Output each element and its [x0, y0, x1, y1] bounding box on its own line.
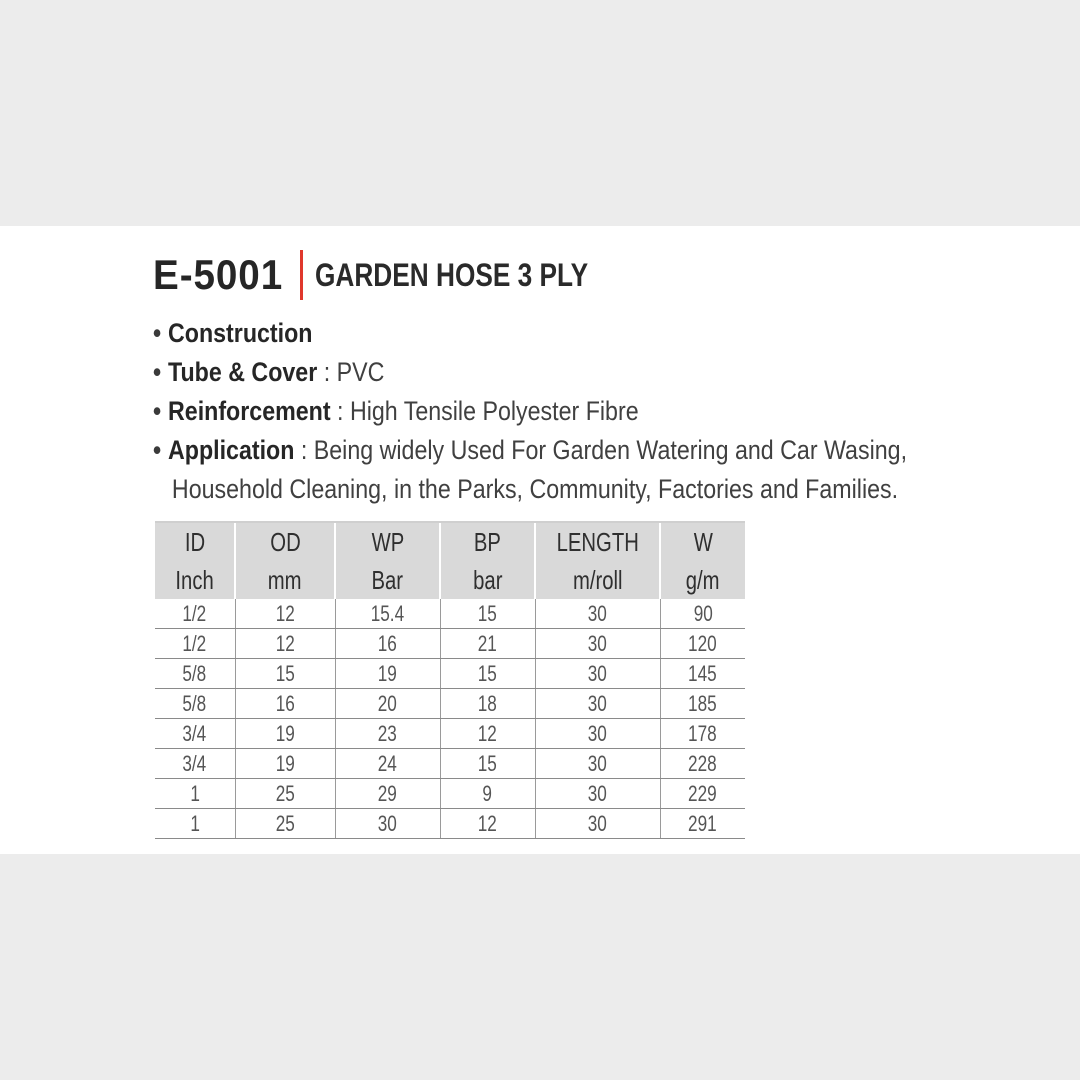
cell-id: 1/2 — [155, 599, 235, 629]
cell-id: 1/2 — [155, 629, 235, 659]
table-row — [155, 779, 745, 809]
column-header-od: OD — [235, 522, 335, 561]
cell-od: 15 — [235, 659, 335, 689]
spec-key: Reinforcement — [168, 396, 331, 426]
cell-w: 291 — [660, 809, 745, 839]
cell-bp: 15 — [440, 599, 535, 629]
table-row — [155, 629, 745, 659]
title-divider — [300, 250, 303, 300]
column-header-bp: BP — [440, 522, 535, 561]
bullet-icon: • — [153, 435, 162, 465]
cell-w: 229 — [660, 779, 745, 809]
cell-w: 178 — [660, 719, 745, 749]
table-row — [155, 599, 745, 629]
cell-wp: 16 — [335, 629, 440, 659]
cell-length: 30 — [535, 659, 660, 689]
table-row — [155, 659, 745, 689]
cell-wp: 20 — [335, 689, 440, 719]
cell-id: 1 — [155, 809, 235, 839]
spec-item-construction — [153, 314, 927, 353]
cell-bp: 9 — [440, 779, 535, 809]
cell-od: 25 — [235, 809, 335, 839]
cell-bp: 12 — [440, 719, 535, 749]
cell-wp: 15.4 — [335, 599, 440, 629]
product-code: E-5001 — [153, 251, 284, 298]
column-unit-id: Inch — [155, 561, 235, 599]
cell-wp: 19 — [335, 659, 440, 689]
spec-value: : PVC — [317, 357, 385, 387]
spec-value: : Being widely Used For Garden Watering and Car Wasing, — [294, 435, 908, 465]
cell-id: 3/4 — [155, 719, 235, 749]
spec-item-tube-cover — [153, 353, 927, 392]
bullet-icon: • — [153, 357, 162, 387]
table-header-row — [155, 522, 745, 561]
cell-od: 12 — [235, 599, 335, 629]
cell-w: 228 — [660, 749, 745, 779]
product-title-row — [153, 250, 649, 300]
cell-w: 120 — [660, 629, 745, 659]
cell-bp: 15 — [440, 659, 535, 689]
column-unit-wp: Bar — [335, 561, 440, 599]
spec-key: Application — [168, 435, 295, 465]
cell-bp: 21 — [440, 629, 535, 659]
table-row — [155, 719, 745, 749]
table-row — [155, 689, 745, 719]
cell-length: 30 — [535, 749, 660, 779]
spec-table — [155, 521, 745, 839]
cell-od: 12 — [235, 629, 335, 659]
cell-id: 1 — [155, 779, 235, 809]
cell-bp: 12 — [440, 809, 535, 839]
product-name: GARDEN HOSE 3 PLY — [315, 256, 589, 293]
spec-item-application-continued — [153, 470, 927, 509]
spec-item-reinforcement — [153, 392, 927, 431]
spec-list — [153, 314, 1053, 509]
cell-w: 145 — [660, 659, 745, 689]
cell-id: 5/8 — [155, 659, 235, 689]
cell-id: 3/4 — [155, 749, 235, 779]
cell-length: 30 — [535, 809, 660, 839]
spec-item-application — [153, 431, 927, 470]
column-header-wp: WP — [335, 522, 440, 561]
cell-wp: 24 — [335, 749, 440, 779]
spec-table-body — [155, 599, 745, 839]
cell-wp: 30 — [335, 809, 440, 839]
cell-length: 30 — [535, 689, 660, 719]
cell-length: 30 — [535, 599, 660, 629]
spec-key: Tube & Cover — [168, 357, 318, 387]
cell-od: 16 — [235, 689, 335, 719]
cell-wp: 23 — [335, 719, 440, 749]
cell-bp: 18 — [440, 689, 535, 719]
cell-od: 19 — [235, 749, 335, 779]
cell-length: 30 — [535, 719, 660, 749]
cell-id: 5/8 — [155, 689, 235, 719]
cell-bp: 15 — [440, 749, 535, 779]
table-row — [155, 749, 745, 779]
column-header-length: LENGTH — [535, 522, 660, 561]
column-unit-length: m/roll — [535, 561, 660, 599]
spec-value: Household Cleaning, in the Parks, Community, Factories and Families. — [171, 474, 899, 504]
column-unit-bp: bar — [440, 561, 535, 599]
table-unit-row — [155, 561, 745, 599]
bullet-icon: • — [153, 318, 162, 348]
column-unit-od: mm — [235, 561, 335, 599]
column-header-w: W — [660, 522, 745, 561]
cell-od: 19 — [235, 719, 335, 749]
column-unit-w: g/m — [660, 561, 745, 599]
spec-value: : High Tensile Polyester Fibre — [330, 396, 639, 426]
bullet-icon: • — [153, 396, 162, 426]
cell-w: 185 — [660, 689, 745, 719]
cell-length: 30 — [535, 629, 660, 659]
cell-length: 30 — [535, 779, 660, 809]
column-header-id: ID — [155, 522, 235, 561]
cell-od: 25 — [235, 779, 335, 809]
spec-key: Construction — [168, 318, 313, 348]
table-row — [155, 809, 745, 839]
cell-w: 90 — [660, 599, 745, 629]
cell-wp: 29 — [335, 779, 440, 809]
